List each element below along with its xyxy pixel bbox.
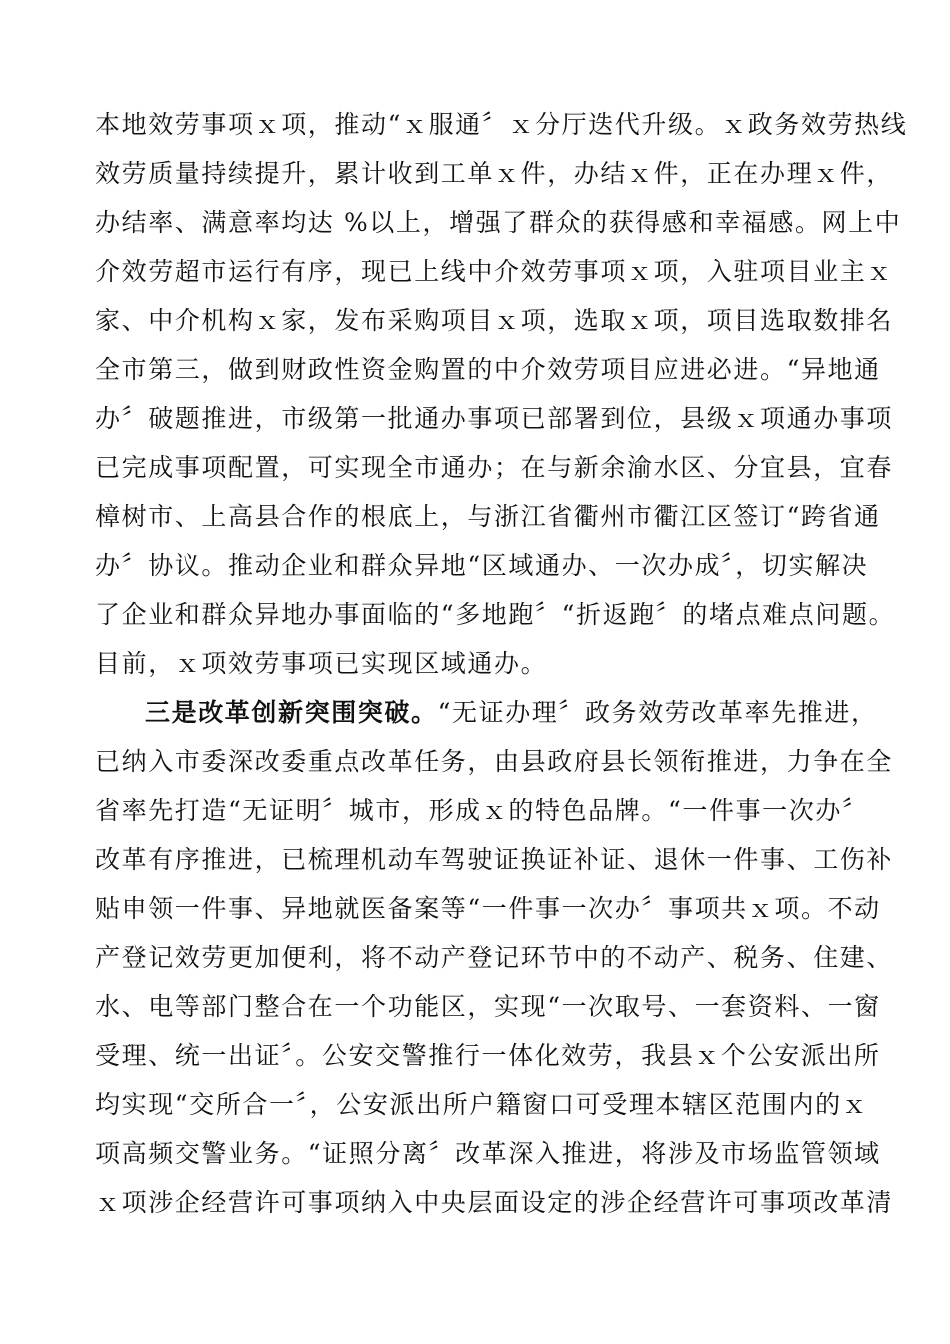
text-run: “无证办理〞政务效劳改革率先推进， — [437, 698, 878, 727]
text-line: 均实现“交所合一〞，公安派出所户籍窗口可受理本辖区范围内的ｘ — [95, 1090, 869, 1119]
text-line: 办〞协议。推动企业和群众异地“区域通办、一次办成〞，切实解决 — [95, 551, 869, 580]
text-line: 办结率、满意率均达 %以上，增强了群众的获得感和幸福感。网上中 — [95, 208, 902, 237]
paragraph-2 — [95, 688, 895, 1227]
text-line: 已纳入市委深改委重点改革任务，由县政府县长领衔推进，力争在全 — [95, 747, 894, 776]
text-line: 改革有序推进，已梳理机动车驾驶证换证补证、退休一件事、工伤补 — [95, 845, 894, 874]
text-line-first — [95, 688, 895, 737]
text-line: 项高频交警业务。“证照分离〞改革深入推进，将涉及市场监管领域 — [95, 1139, 881, 1168]
text-line: ｘ项涉企经营许可事项纳入中央层面设定的涉企经营许可事项改革清 — [95, 1188, 894, 1217]
text-line: 目前，ｘ项效劳事项已实现区域通办。 — [95, 649, 548, 678]
text-line: 本地效劳事项ｘ项，推动“ｘ服通〞ｘ分厅迭代升级。ｘ政务效劳热线 — [95, 110, 908, 139]
section-heading: 三是改革创新突围突破。 — [145, 698, 438, 727]
text-line: 贴申领一件事、异地就医备案等“一件事一次办〞事项共ｘ项。不动 — [95, 894, 881, 923]
text-line: 水、电等部门整合在一个功能区，实现“一次取号、一套资料、一窗 — [95, 992, 881, 1021]
body-text — [95, 100, 908, 1227]
text-line: 已完成事项配置，可实现全市通办；在与新余渝水区、分宜县，宜春 — [95, 453, 894, 482]
text-line: 效劳质量持续提升，累计收到工单ｘ件，办结ｘ件，正在办理ｘ件， — [95, 159, 894, 188]
text-line: 产登记效劳更加便利，将不动产登记环节中的不动产、税务、住建、 — [95, 943, 894, 972]
text-line: 了企业和群众异地办事面临的“多地跑〞“折返跑〞的堵点难点问题。 — [95, 600, 896, 629]
text-line: 介效劳超市运行有序，现已上线中介效劳事项ｘ项，入驻项目业主ｘ — [95, 257, 894, 286]
text-line: 省率先打造“无证明〞城市，形成ｘ的特色品牌。“一件事一次办〞 — [95, 796, 869, 825]
text-line: 全市第三，做到财政性资金购置的中介效劳项目应进必进。“异地通 — [95, 355, 881, 384]
text-line: 家、中介机构ｘ家，发布采购项目ｘ项，选取ｘ项，项目选取数排名 — [95, 306, 894, 335]
text-line: 樟树市、上高县合作的根底上，与浙江省衢州市衢江区签订“跨省通 — [95, 502, 881, 531]
text-line: 办〞破题推进，市级第一批通办事项已部署到位，县级ｘ项通办事项 — [95, 404, 894, 433]
paragraph-1 — [95, 100, 908, 688]
text-line: 受理、统一出证〞。公安交警推行一体化效劳，我县ｘ个公安派出所 — [95, 1041, 881, 1070]
